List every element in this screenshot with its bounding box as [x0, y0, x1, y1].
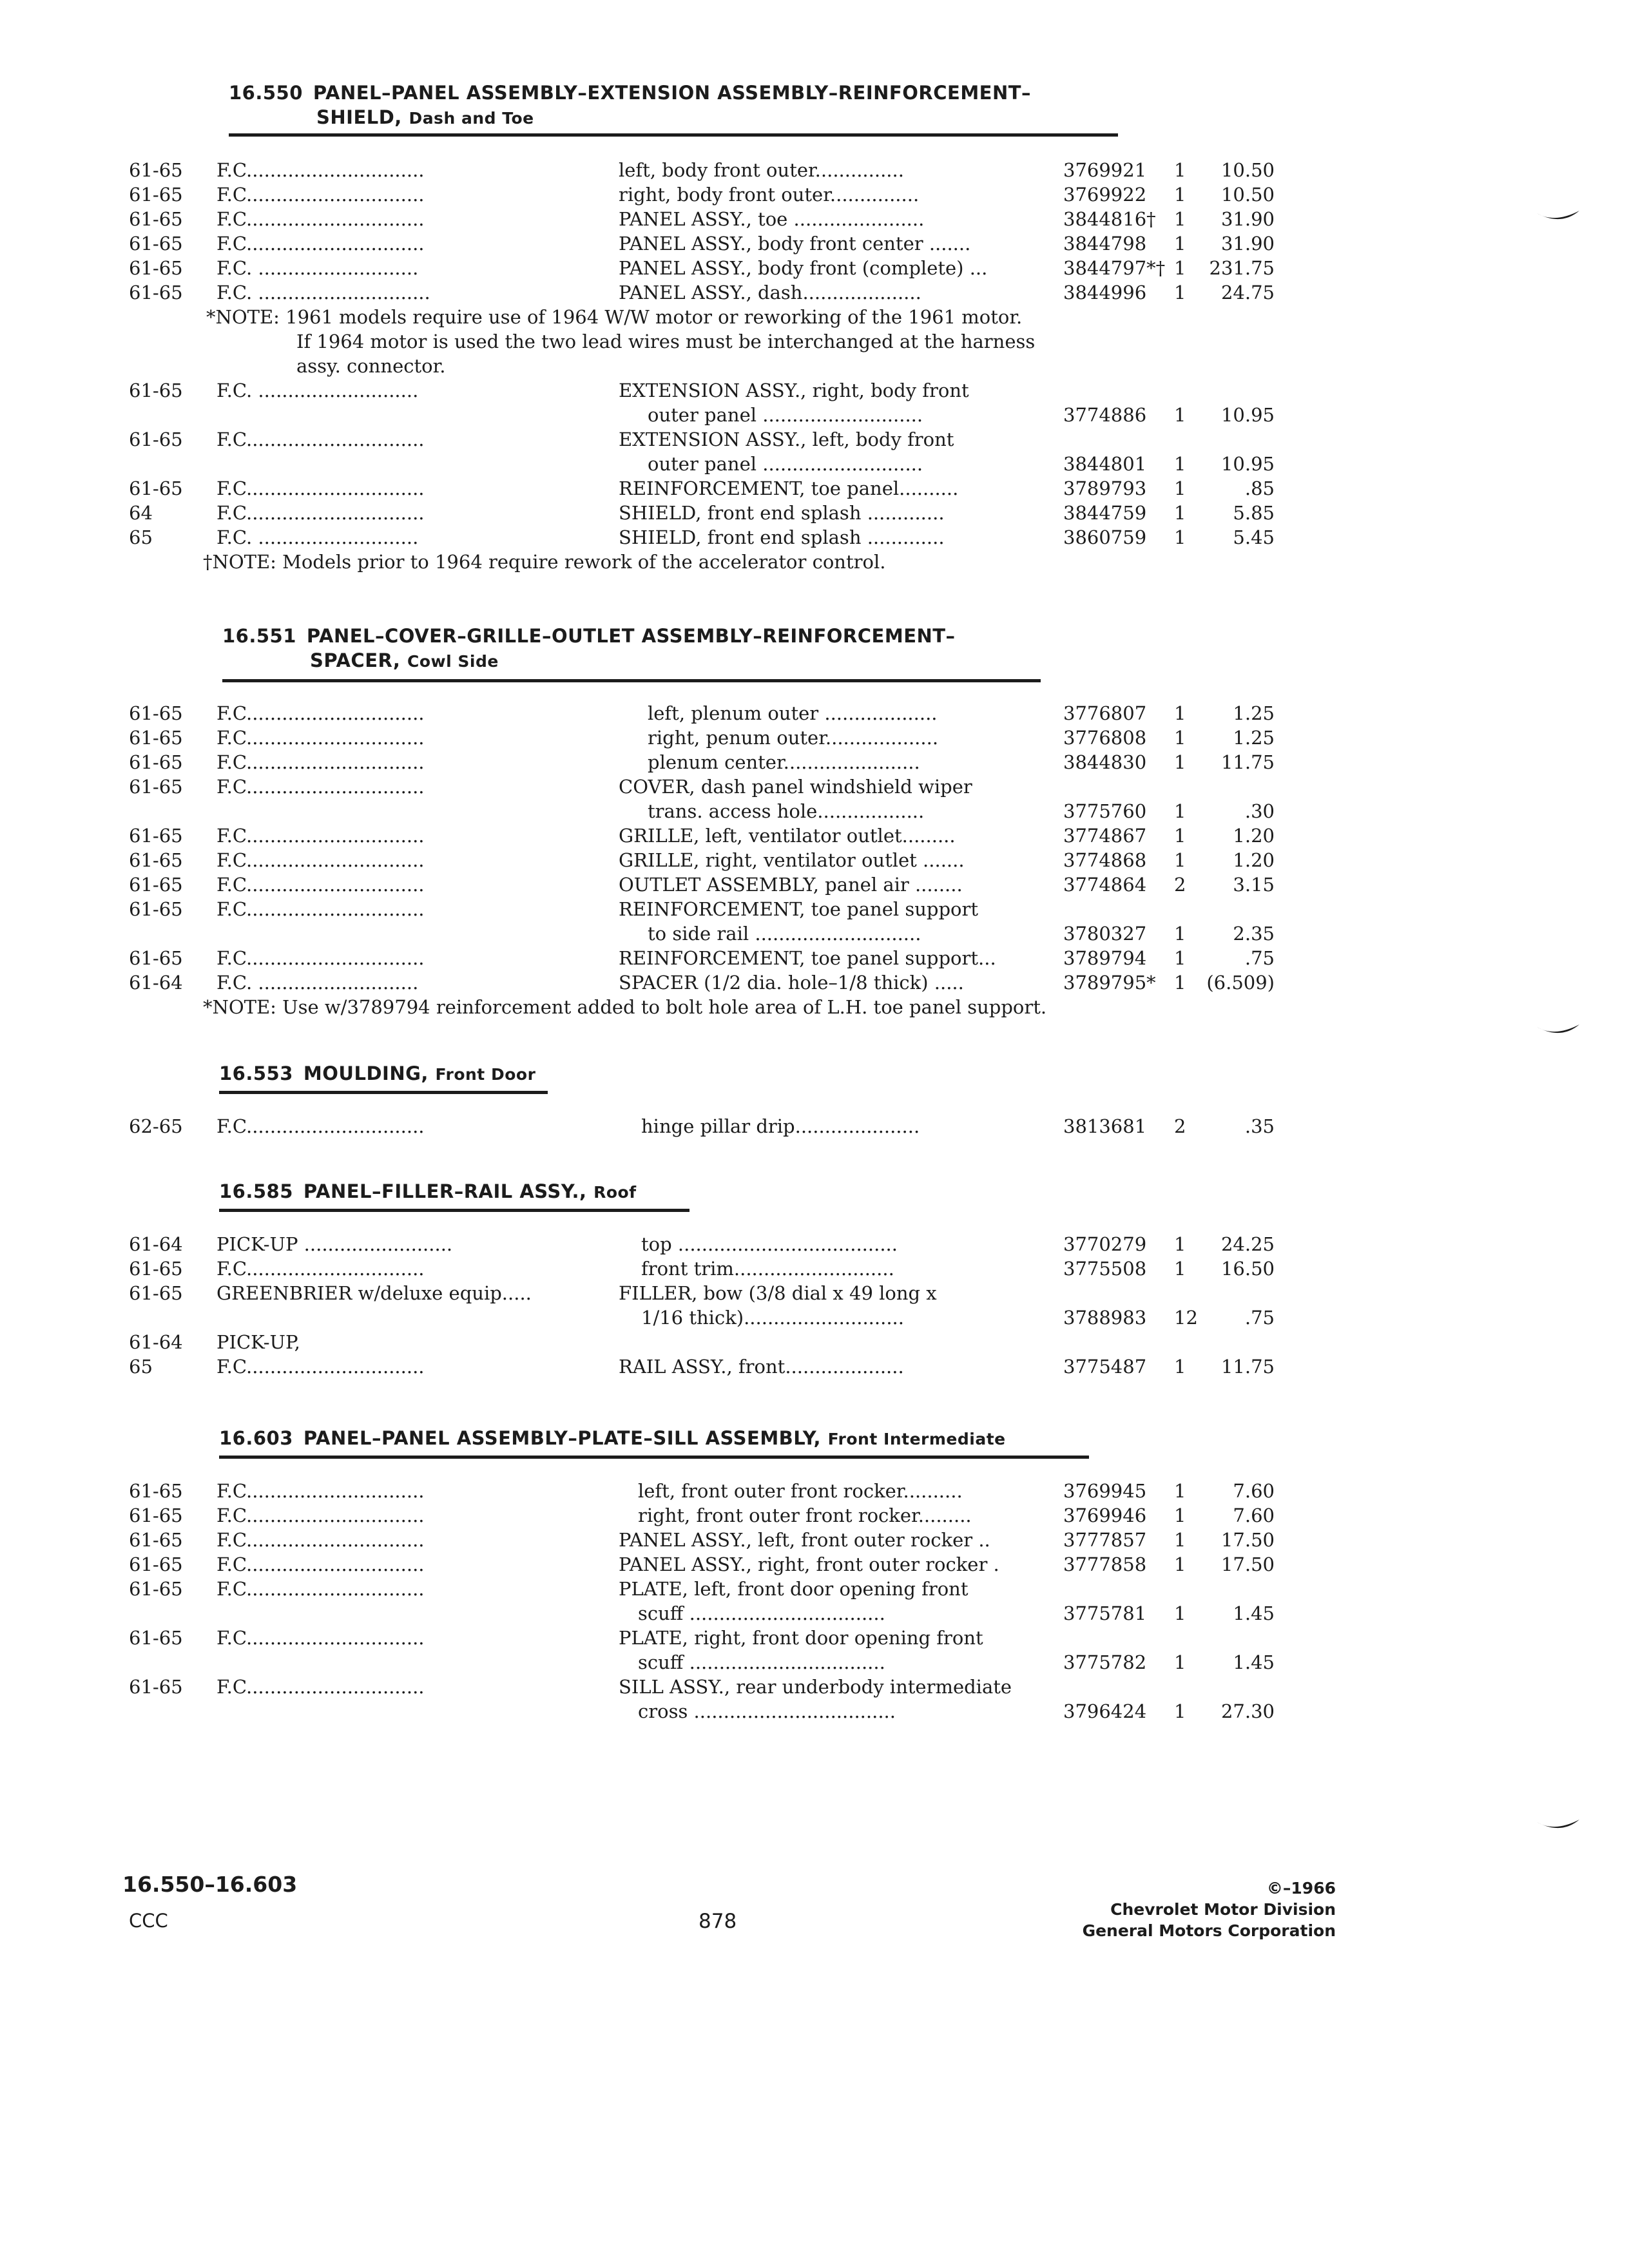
- price-cell: (6.509): [1206, 972, 1275, 994]
- price-cell: 2.35: [1233, 923, 1275, 945]
- table-row: [0, 1479, 1629, 1503]
- years-cell: 61-65: [129, 159, 183, 181]
- model-cell: F.C..............................: [217, 159, 425, 181]
- description-cell: PANEL ASSY., toe ......................: [619, 208, 925, 230]
- model-cell: F.C..............................: [217, 208, 425, 230]
- table-row: [0, 897, 1629, 921]
- years-cell: 61-64: [129, 972, 183, 994]
- part-number-cell: 3813681: [1063, 1115, 1147, 1137]
- footnote: *NOTE: 1961 models require use of 1964 W/W motor or reworking of the 1961 motor.: [206, 306, 1023, 328]
- price-cell: 5.45: [1233, 526, 1275, 548]
- model-cell: F.C..............................: [217, 233, 425, 255]
- description-cell: SHIELD, front end splash .............: [619, 526, 945, 548]
- description-cell: to side rail ............................: [648, 923, 921, 945]
- section-title: [222, 624, 956, 674]
- quantity-cell: 1: [1174, 477, 1186, 499]
- part-number-cell: 3789795*: [1063, 972, 1156, 994]
- part-number-cell: 3769945: [1063, 1480, 1147, 1502]
- table-row: [0, 848, 1629, 872]
- part-number-cell: 3774886: [1063, 404, 1147, 426]
- price-cell: 1.25: [1233, 702, 1275, 724]
- years-cell: 61-65: [129, 1480, 183, 1502]
- model-cell: F.C..............................: [217, 428, 425, 450]
- table-row: [0, 872, 1629, 897]
- years-cell: 61-65: [129, 825, 183, 847]
- description-cell: hinge pillar drip.....................: [641, 1115, 920, 1137]
- table-row: [0, 1281, 1629, 1305]
- years-cell: 61-65: [129, 257, 183, 279]
- table-row: [0, 1601, 1629, 1626]
- price-cell: 17.50: [1220, 1553, 1275, 1575]
- table-row: [0, 452, 1629, 476]
- table-row: [0, 1626, 1629, 1650]
- binder-mark-icon: [1536, 1818, 1581, 1835]
- part-number-cell: 3774864: [1063, 874, 1147, 896]
- section-title-text: MOULDING,: [303, 1062, 429, 1084]
- price-cell: 7.60: [1233, 1480, 1275, 1502]
- quantity-cell: 1: [1174, 923, 1186, 945]
- quantity-cell: 1: [1174, 233, 1186, 255]
- part-number-cell: 3780327: [1063, 923, 1147, 945]
- model-cell: F.C..............................: [217, 1578, 425, 1600]
- years-cell: 61-65: [129, 233, 183, 255]
- model-cell: PICK-UP .........................: [217, 1233, 453, 1255]
- model-cell: F.C..............................: [217, 874, 425, 896]
- section-title: [229, 81, 1031, 131]
- description-cell: outer panel ...........................: [648, 453, 923, 475]
- description-cell: GRILLE, left, ventilator outlet.........: [619, 825, 956, 847]
- quantity-cell: 1: [1174, 1504, 1186, 1526]
- table-row: [0, 280, 1629, 305]
- years-cell: 61-65: [129, 1627, 183, 1649]
- description-cell: scuff .................................: [638, 1602, 885, 1624]
- part-number-cell: 3789794: [1063, 947, 1147, 969]
- model-cell: F.C..............................: [217, 825, 425, 847]
- part-number-cell: 3777858: [1063, 1553, 1147, 1575]
- section-title: [219, 1179, 637, 1205]
- price-cell: 11.75: [1220, 1356, 1275, 1378]
- table-row: [0, 1330, 1629, 1354]
- model-cell: F.C. .............................: [217, 282, 430, 303]
- table-row: [0, 823, 1629, 848]
- model-cell: F.C..............................: [217, 751, 425, 773]
- years-cell: 61-65: [129, 702, 183, 724]
- section-subtitle: Dash and Toe: [409, 109, 534, 128]
- table-row: [0, 1699, 1629, 1724]
- parts-table: [0, 1479, 1629, 1724]
- years-cell: 61-65: [129, 208, 183, 230]
- table-row: [0, 1503, 1629, 1528]
- quantity-cell: 1: [1174, 526, 1186, 548]
- price-cell: 31.90: [1220, 233, 1275, 255]
- price-cell: 31.90: [1220, 208, 1275, 230]
- years-cell: 61-65: [129, 1578, 183, 1600]
- price-cell: 10.95: [1220, 404, 1275, 426]
- part-number-cell: 3844798: [1063, 233, 1147, 255]
- years-cell: 65: [129, 526, 153, 548]
- part-number-cell: 3774867: [1063, 825, 1147, 847]
- table-row: [0, 476, 1629, 501]
- price-cell: 1.45: [1233, 1651, 1275, 1673]
- description-cell: right, penum outer...................: [648, 727, 939, 749]
- model-cell: F.C. ...........................: [217, 526, 419, 548]
- quantity-cell: 1: [1174, 1700, 1186, 1722]
- section-title-text: PANEL–PANEL ASSEMBLY–PLATE–SILL ASSEMBLY,: [303, 1427, 821, 1449]
- years-cell: 61-65: [129, 1529, 183, 1551]
- years-cell: 61-64: [129, 1331, 183, 1353]
- part-number-cell: 3776807: [1063, 702, 1147, 724]
- section-title-text: PANEL–FILLER–RAIL ASSY.,: [303, 1180, 587, 1202]
- description-cell: SILL ASSY., rear underbody intermediate: [619, 1676, 1012, 1698]
- part-number-cell: 3775781: [1063, 1602, 1147, 1624]
- table-row: [0, 1232, 1629, 1256]
- model-cell: PICK-UP,: [217, 1331, 300, 1353]
- price-cell: 1.45: [1233, 1602, 1275, 1624]
- years-cell: 61-65: [129, 947, 183, 969]
- quantity-cell: 1: [1174, 972, 1186, 994]
- years-cell: 61-65: [129, 477, 183, 499]
- part-number-cell: 3789793: [1063, 477, 1147, 499]
- years-cell: 65: [129, 1356, 153, 1378]
- part-number-cell: 3844830: [1063, 751, 1147, 773]
- description-cell: PANEL ASSY., body front center .......: [619, 233, 971, 255]
- table-row: [0, 1256, 1629, 1281]
- quantity-cell: 1: [1174, 751, 1186, 773]
- years-cell: 61-65: [129, 428, 183, 450]
- price-cell: 10.95: [1220, 453, 1275, 475]
- corporation-name: General Motors Corporation: [1082, 1921, 1336, 1940]
- model-cell: F.C..............................: [217, 1258, 425, 1280]
- description-cell: trans. access hole..................: [648, 800, 925, 822]
- description-cell: right, body front outer...............: [619, 184, 920, 206]
- description-cell: EXTENSION ASSY., left, body front: [619, 428, 954, 450]
- section-title-text: PANEL–PANEL ASSEMBLY–EXTENSION ASSEMBLY–REINFORCEMENT–: [313, 82, 1032, 104]
- table-row: [0, 1552, 1629, 1577]
- quantity-cell: 1: [1174, 1233, 1186, 1255]
- section-title-text: PANEL–COVER–GRILLE–OUTLET ASSEMBLY–REINFORCEMENT–: [306, 625, 956, 647]
- section-number: 16.550: [229, 82, 303, 104]
- table-row: [0, 207, 1629, 231]
- table-row: [0, 946, 1629, 970]
- quantity-cell: 1: [1174, 825, 1186, 847]
- description-cell: left, front outer front rocker..........: [638, 1480, 963, 1502]
- part-number-cell: 3776808: [1063, 727, 1147, 749]
- years-cell: 61-65: [129, 849, 183, 871]
- quantity-cell: 1: [1174, 453, 1186, 475]
- section-title: [219, 1061, 535, 1087]
- price-cell: 24.75: [1220, 282, 1275, 303]
- table-row: [0, 1675, 1629, 1699]
- parts-table: [0, 701, 1629, 1019]
- price-cell: 17.50: [1220, 1529, 1275, 1551]
- quantity-cell: 1: [1174, 947, 1186, 969]
- quantity-cell: 1: [1174, 404, 1186, 426]
- price-cell: .75: [1244, 947, 1275, 969]
- model-cell: F.C..............................: [217, 849, 425, 871]
- section-rule: [219, 1456, 1089, 1459]
- price-cell: 10.50: [1220, 159, 1275, 181]
- part-number-cell: 3788983: [1063, 1307, 1147, 1329]
- table-row: [0, 403, 1629, 427]
- table-row: [0, 1114, 1629, 1139]
- description-cell: PLATE, left, front door opening front: [619, 1578, 969, 1600]
- description-cell: PANEL ASSY., dash....................: [619, 282, 921, 303]
- table-row: [0, 378, 1629, 403]
- part-number-cell: 3844797*†: [1063, 257, 1166, 279]
- page-range-code: 16.550–16.603: [122, 1872, 298, 1897]
- model-cell: F.C..............................: [217, 776, 425, 798]
- quantity-cell: 1: [1174, 702, 1186, 724]
- quantity-cell: 1: [1174, 257, 1186, 279]
- description-cell: PANEL ASSY., right, front outer rocker .: [619, 1553, 999, 1575]
- years-cell: 62-65: [129, 1115, 183, 1137]
- price-cell: 11.75: [1220, 751, 1275, 773]
- quantity-cell: 1: [1174, 849, 1186, 871]
- section-title-cont: SPACER,: [310, 649, 401, 671]
- model-cell: F.C. ...........................: [217, 380, 419, 401]
- years-cell: 61-65: [129, 898, 183, 920]
- footnote: *NOTE: Use w/3789794 reinforcement added to bolt hole area of L.H. toe panel support.: [203, 996, 1047, 1018]
- description-cell: SHIELD, front end splash .............: [619, 502, 945, 524]
- part-number-cell: 3844816†: [1063, 208, 1156, 230]
- years-cell: 61-65: [129, 751, 183, 773]
- years-cell: 64: [129, 502, 153, 524]
- years-cell: 61-65: [129, 1676, 183, 1698]
- model-cell: F.C..............................: [217, 1480, 425, 1502]
- price-cell: 27.30: [1220, 1700, 1275, 1722]
- model-cell: F.C..............................: [217, 1356, 425, 1378]
- table-row: [0, 1354, 1629, 1379]
- table-row: [0, 427, 1629, 452]
- years-cell: 61-64: [129, 1233, 183, 1255]
- description-cell: scuff .................................: [638, 1651, 885, 1673]
- table-row: [0, 1528, 1629, 1552]
- description-cell: RAIL ASSY., front....................: [619, 1356, 904, 1378]
- table-row: [0, 750, 1629, 774]
- section-rule: [222, 679, 1041, 682]
- section-rule: [229, 133, 1118, 137]
- quantity-cell: 1: [1174, 1356, 1186, 1378]
- price-cell: 16.50: [1220, 1258, 1275, 1280]
- price-cell: 7.60: [1233, 1504, 1275, 1526]
- description-cell: outer panel ...........................: [648, 404, 923, 426]
- price-cell: .75: [1244, 1307, 1275, 1329]
- description-cell: EXTENSION ASSY., right, body front: [619, 380, 969, 401]
- description-cell: PANEL ASSY., body front (complete) ...: [619, 257, 988, 279]
- years-cell: 61-65: [129, 1258, 183, 1280]
- section-subtitle: Front Intermediate: [827, 1430, 1006, 1448]
- footnote: If 1964 motor is used the two lead wires must be interchanged at the harness: [296, 331, 1036, 352]
- part-number-cell: 3769946: [1063, 1504, 1147, 1526]
- model-cell: F.C..............................: [217, 898, 425, 920]
- part-number-cell: 3775487: [1063, 1356, 1147, 1378]
- part-number-cell: 3844759: [1063, 502, 1147, 524]
- years-cell: 61-65: [129, 1553, 183, 1575]
- division-name: Chevrolet Motor Division: [1110, 1900, 1336, 1919]
- table-row: [0, 970, 1629, 995]
- footnote: †NOTE: Models prior to 1964 require rework of the accelerator control.: [203, 551, 886, 573]
- table-row: [0, 774, 1629, 799]
- part-number-cell: 3775760: [1063, 800, 1147, 822]
- section-subtitle: Front Door: [435, 1065, 536, 1084]
- years-cell: 61-65: [129, 1504, 183, 1526]
- description-cell: 1/16 thick)...........................: [641, 1307, 904, 1329]
- binder-mark-icon: [1536, 209, 1581, 226]
- part-number-cell: 3769921: [1063, 159, 1147, 181]
- model-cell: F.C..............................: [217, 702, 425, 724]
- quantity-cell: 1: [1174, 1602, 1186, 1624]
- price-cell: 10.50: [1220, 184, 1275, 206]
- catalog-code: CCC: [129, 1910, 168, 1932]
- part-number-cell: 3844801: [1063, 453, 1147, 475]
- binder-mark-icon: [1536, 1023, 1581, 1040]
- quantity-cell: 1: [1174, 282, 1186, 303]
- page-number: 878: [699, 1910, 737, 1933]
- description-cell: SPACER (1/2 dia. hole–1/8 thick) .....: [619, 972, 964, 994]
- table-row: [0, 1650, 1629, 1675]
- description-cell: left, plenum outer ...................: [648, 702, 938, 724]
- model-cell: F.C..............................: [217, 1529, 425, 1551]
- section-number: 16.551: [222, 625, 296, 647]
- table-row: [0, 525, 1629, 550]
- years-cell: 61-65: [129, 380, 183, 401]
- publisher-block: [1083, 1878, 1336, 1941]
- quantity-cell: 1: [1174, 1651, 1186, 1673]
- description-cell: PANEL ASSY., left, front outer rocker ..: [619, 1529, 990, 1551]
- quantity-cell: 1: [1174, 208, 1186, 230]
- quantity-cell: 1: [1174, 1480, 1186, 1502]
- model-cell: F.C..............................: [217, 1504, 425, 1526]
- table-row: [0, 231, 1629, 256]
- quantity-cell: 1: [1174, 800, 1186, 822]
- price-cell: .35: [1244, 1115, 1275, 1137]
- part-number-cell: 3844996: [1063, 282, 1147, 303]
- part-number-cell: 3775782: [1063, 1651, 1147, 1673]
- table-row: [0, 701, 1629, 726]
- years-cell: 61-65: [129, 874, 183, 896]
- section-subtitle: Cowl Side: [407, 652, 499, 671]
- price-cell: 1.25: [1233, 727, 1275, 749]
- price-cell: 1.20: [1233, 825, 1275, 847]
- quantity-cell: 1: [1174, 1553, 1186, 1575]
- description-cell: plenum center.......................: [648, 751, 920, 773]
- description-cell: REINFORCEMENT, toe panel support: [619, 898, 979, 920]
- price-cell: 24.25: [1220, 1233, 1275, 1255]
- model-cell: F.C..............................: [217, 727, 425, 749]
- quantity-cell: 1: [1174, 1258, 1186, 1280]
- description-cell: FILLER, bow (3/8 dial x 49 long x: [619, 1282, 937, 1304]
- description-cell: REINFORCEMENT, toe panel support...: [619, 947, 996, 969]
- table-row: [0, 726, 1629, 750]
- quantity-cell: 12: [1174, 1307, 1198, 1329]
- model-cell: F.C..............................: [217, 1627, 425, 1649]
- description-cell: COVER, dash panel windshield wiper: [619, 776, 972, 798]
- description-cell: left, body front outer...............: [619, 159, 904, 181]
- model-cell: F.C. ...........................: [217, 257, 419, 279]
- quantity-cell: 1: [1174, 727, 1186, 749]
- model-cell: GREENBRIER w/deluxe equip.....: [217, 1282, 532, 1304]
- description-cell: GRILLE, right, ventilator outlet .......: [619, 849, 965, 871]
- section-subtitle: Roof: [593, 1183, 637, 1202]
- model-cell: F.C..............................: [217, 477, 425, 499]
- part-number-cell: 3770279: [1063, 1233, 1147, 1255]
- footnote: assy. connector.: [296, 355, 446, 377]
- table-row: [0, 158, 1629, 182]
- years-cell: 61-65: [129, 1282, 183, 1304]
- part-number-cell: 3860759: [1063, 526, 1147, 548]
- price-cell: .30: [1244, 800, 1275, 822]
- part-number-cell: 3774868: [1063, 849, 1147, 871]
- description-cell: cross ..................................: [638, 1700, 896, 1722]
- years-cell: 61-65: [129, 282, 183, 303]
- quantity-cell: 1: [1174, 184, 1186, 206]
- table-row: [0, 501, 1629, 525]
- model-cell: F.C..............................: [217, 1676, 425, 1698]
- description-cell: top .....................................: [641, 1233, 898, 1255]
- table-row: [0, 1577, 1629, 1601]
- model-cell: F.C..............................: [217, 947, 425, 969]
- section-number: 16.603: [219, 1427, 293, 1449]
- quantity-cell: 1: [1174, 159, 1186, 181]
- parts-table: [0, 1114, 1629, 1139]
- part-number-cell: 3769922: [1063, 184, 1147, 206]
- table-row: [0, 921, 1629, 946]
- part-number-cell: 3796424: [1063, 1700, 1147, 1722]
- table-row: [0, 1305, 1629, 1330]
- model-cell: F.C..............................: [217, 1553, 425, 1575]
- parts-table: [0, 1232, 1629, 1379]
- price-cell: 3.15: [1233, 874, 1275, 896]
- description-cell: OUTLET ASSEMBLY, panel air ........: [619, 874, 963, 896]
- model-cell: F.C..............................: [217, 184, 425, 206]
- quantity-cell: 1: [1174, 1529, 1186, 1551]
- section-number: 16.585: [219, 1180, 293, 1202]
- model-cell: F.C..............................: [217, 1115, 425, 1137]
- part-number-cell: 3775508: [1063, 1258, 1147, 1280]
- description-cell: right, front outer front rocker.........: [638, 1504, 972, 1526]
- quantity-cell: 1: [1174, 502, 1186, 524]
- table-row: [0, 182, 1629, 207]
- years-cell: 61-65: [129, 184, 183, 206]
- section-number: 16.553: [219, 1062, 293, 1084]
- years-cell: 61-65: [129, 727, 183, 749]
- section-rule: [219, 1209, 689, 1212]
- table-row: [0, 799, 1629, 823]
- section-title-cont: SHIELD,: [316, 106, 402, 128]
- quantity-cell: 2: [1174, 1115, 1186, 1137]
- years-cell: 61-65: [129, 776, 183, 798]
- section-rule: [219, 1091, 548, 1094]
- parts-table: [0, 158, 1629, 574]
- price-cell: .85: [1244, 477, 1275, 499]
- copyright: ©–1966: [1266, 1879, 1336, 1898]
- description-cell: PLATE, right, front door opening front: [619, 1627, 983, 1649]
- section-title: [219, 1426, 1006, 1452]
- model-cell: F.C. ...........................: [217, 972, 419, 994]
- table-row: [0, 256, 1629, 280]
- quantity-cell: 2: [1174, 874, 1186, 896]
- part-number-cell: 3777857: [1063, 1529, 1147, 1551]
- price-cell: 1.20: [1233, 849, 1275, 871]
- model-cell: F.C..............................: [217, 502, 425, 524]
- description-cell: REINFORCEMENT, toe panel..........: [619, 477, 959, 499]
- description-cell: front trim...........................: [641, 1258, 894, 1280]
- price-cell: 231.75: [1209, 257, 1275, 279]
- price-cell: 5.85: [1233, 502, 1275, 524]
